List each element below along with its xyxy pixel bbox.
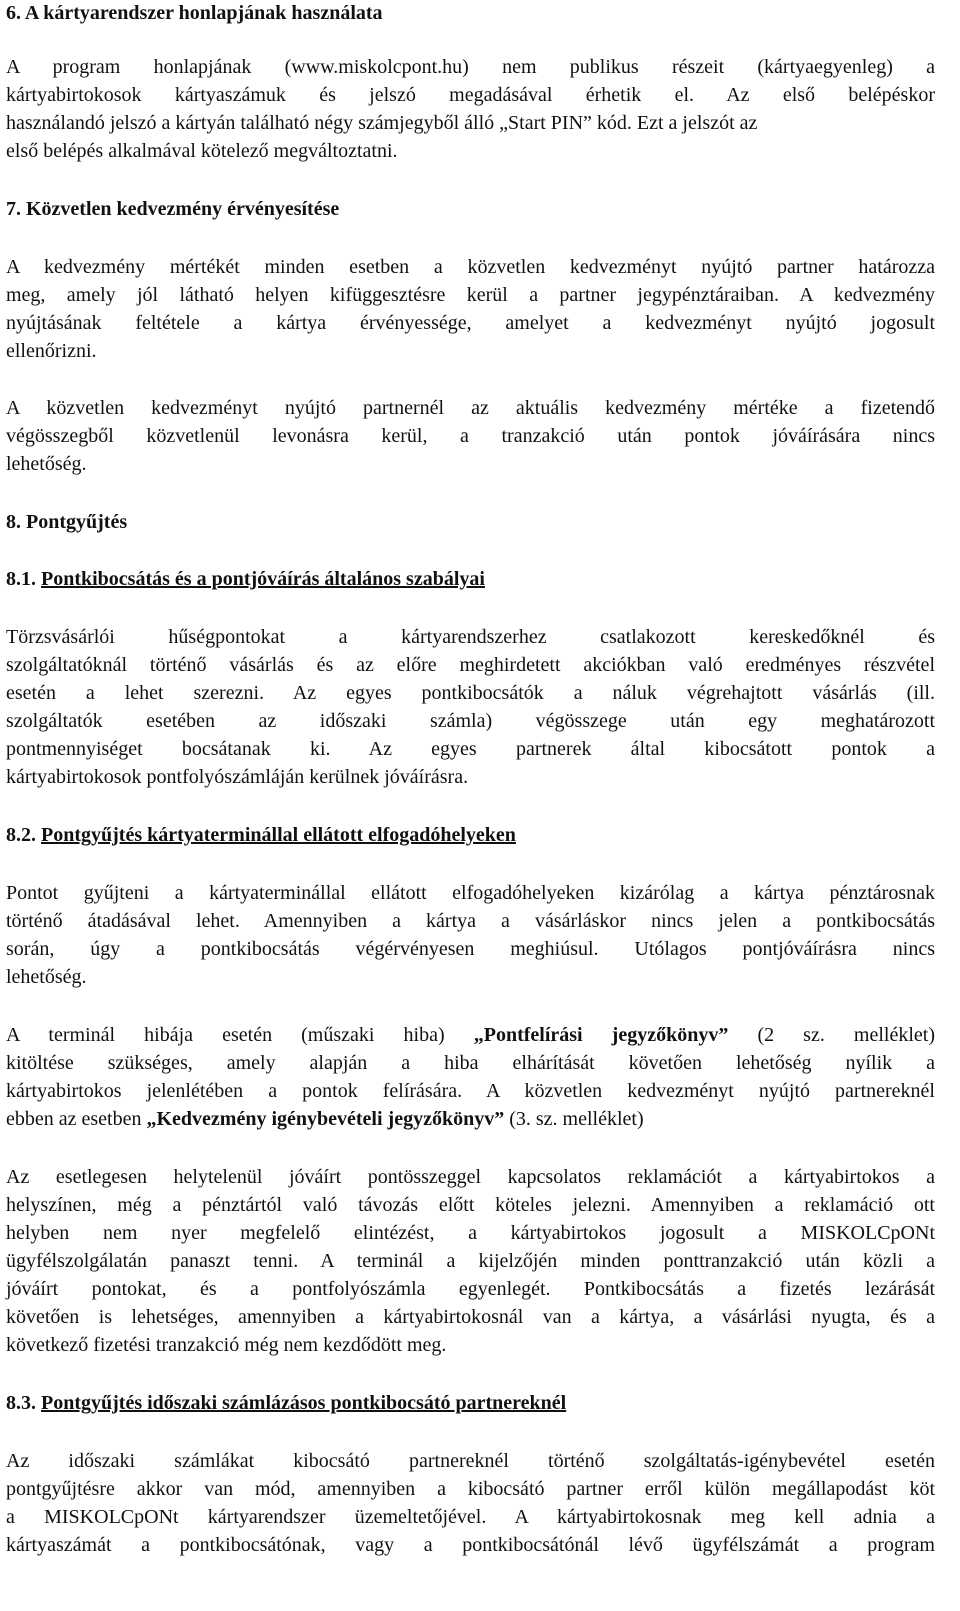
text-run: (3. sz. melléklet) xyxy=(504,1108,644,1130)
section-title: Pontgyűjtés időszaki számlázásos pontkibocsátó partnereknél xyxy=(41,1392,567,1414)
paragraph-line: kártyabirtokos jelenlétében a pontok felírására. A közvetlen kedvezményt nyújtó partnereknél xyxy=(6,1080,935,1102)
paragraph-line: ellenőrizni. xyxy=(6,340,97,362)
paragraph-line: következő fizetési tranzakció még nem kezdődött meg. xyxy=(6,1334,447,1356)
paragraph-line: jóváírt pontokat, és a pontfolyószámla egyenlegét. Pontkibocsátás a fizetés lezárását xyxy=(6,1278,935,1300)
paragraph-line: nyújtásának feltétele a kártya érvényessége, amelyet a kedvezményt nyújtó jogosult xyxy=(6,312,935,334)
paragraph-line xyxy=(6,1022,935,1048)
paragraph-line: A kedvezmény mértékét minden esetben a közvetlen kedvezményt nyújtó partner határozza xyxy=(6,256,935,278)
section-number: 8.3. xyxy=(6,1392,36,1414)
paragraph-line: helyben nem nyer megfelelő elintézést, a kártyabirtokos jogosult a MISKOLCpONt xyxy=(6,1222,935,1244)
text-run: ebben az esetben xyxy=(6,1108,147,1130)
paragraph-line: A program honlapjának (www.miskolcpont.hu) nem publikus részeit (kártyaegyenleg) a xyxy=(6,56,935,78)
paragraph-line: pontmennyiséget bocsátanak ki. Az egyes partnerek által kibocsátott pontok a xyxy=(6,738,935,760)
paragraph-line: végösszegből közvetlenül levonásra kerül, a tranzakció után pontok jóváírására nincs xyxy=(6,425,935,447)
section-6-heading: 6. A kártyarendszer honlapjának használata xyxy=(6,2,383,24)
paragraph-line: Pontot gyűjteni a kártyaterminállal ellátott elfogadóhelyeken kizárólag a kártya pénztárosnak xyxy=(6,882,935,904)
paragraph-line: lehetőség. xyxy=(6,966,87,988)
section-8-heading: 8. Pontgyűjtés xyxy=(6,511,128,533)
section-8-3-heading xyxy=(6,1390,935,1416)
text-run: (2 sz. melléklet) xyxy=(728,1024,936,1046)
paragraph-line: A közvetlen kedvezményt nyújtó partnernél az aktuális kedvezmény mértéke a fizetendő xyxy=(6,397,935,419)
paragraph-line: Az időszaki számlákat kibocsátó partnereknél történő szolgáltatás-igénybevétel esetén xyxy=(6,1450,935,1472)
paragraph-line: meg, amely jól látható helyen kifüggesztésre kerül a partner jegypénztáraiban. A kedvezmény xyxy=(6,284,935,306)
text-run: A terminál hibája esetén (műszaki hiba) xyxy=(6,1024,474,1046)
paragraph-line: kitöltése szükséges, amely alapján a hiba elhárítását követően lehetőség nyílik a xyxy=(6,1052,935,1074)
paragraph-line: Törzsvásárlói hűségpontokat a kártyarendszerhez csatlakozott kereskedőknél és xyxy=(6,626,935,648)
paragraph-line: követően is lehetséges, amennyiben a kártyabirtokosnál van a kártya, a vásárlási nyugta, és a xyxy=(6,1306,935,1328)
paragraph-line: szolgáltatóknál történő vásárlás és az előre meghirdetett akciókban való eredményes részvétel xyxy=(6,654,935,676)
paragraph-line: a MISKOLCpONt kártyarendszer üzemeltetőjével. A kártyabirtokosnak meg kell adnia a xyxy=(6,1506,935,1528)
paragraph-line: használandó jelszó a kártyán található négy számjegyből álló „Start PIN” kód. Ezt a jelszót az xyxy=(6,112,758,134)
paragraph-line: kártyaszámát a pontkibocsátónak, vagy a pontkibocsátónál lévő ügyfélszámát a program xyxy=(6,1534,935,1556)
paragraph-line: kártyabirtokosok kártyaszámuk és jelszó megadásával érhetik el. Az első belépéskor xyxy=(6,84,935,106)
section-8-1-heading xyxy=(6,566,935,592)
paragraph-line: ügyfélszolgálatán panaszt tenni. A terminál a kijelzőjén minden ponttranzakció után közli a xyxy=(6,1250,935,1272)
section-7-heading: 7. Közvetlen kedvezmény érvényesítése xyxy=(6,198,340,220)
form-name-bold: „Pontfelírási jegyzőkönyv” xyxy=(473,1024,729,1046)
paragraph-line: helyszínen, még a pénztártól való távozás előtt köteles jelezni. Amennyiben a reklamáció ott xyxy=(6,1194,935,1216)
section-title: Pontkibocsátás és a pontjóváírás általános szabályai xyxy=(41,568,485,590)
paragraph-line xyxy=(6,1106,935,1132)
section-title: Pontgyűjtés kártyaterminállal ellátott elfogadóhelyeken xyxy=(41,824,516,846)
section-number: 8.2. xyxy=(6,824,36,846)
paragraph-line: történő átadásával lehet. Amennyiben a kártya a vásárláskor nincs jelen a pontkibocsátás xyxy=(6,910,935,932)
paragraph-line: során, úgy a pontkibocsátás végérvényesen meghiúsul. Utólagos pontjóváírásra nincs xyxy=(6,938,935,960)
section-number: 8.1. xyxy=(6,568,36,590)
paragraph-line: lehetőség. xyxy=(6,453,87,475)
paragraph-line: szolgáltatók esetében az időszaki számla) végösszege után egy meghatározott xyxy=(6,710,935,732)
paragraph-line: Az esetlegesen helytelenül jóváírt pontösszeggel kapcsolatos reklamációt a kártyabirtokos a xyxy=(6,1166,935,1188)
paragraph-line: pontgyűjtésre akkor van mód, amennyiben a kibocsátó partner erről külön megállapodást köt xyxy=(6,1478,935,1500)
section-8-2-heading xyxy=(6,822,935,848)
paragraph-line: esetén a lehet szerezni. Az egyes pontkibocsátók a náluk végrehajtott vásárlás (ill. xyxy=(6,682,935,704)
paragraph-line: kártyabirtokosok pontfolyószámláján kerülnek jóváírásra. xyxy=(6,766,469,788)
paragraph-line: első belépés alkalmával kötelező megváltoztatni. xyxy=(6,140,398,162)
form-name-bold: „Kedvezmény igénybevételi jegyzőkönyv” xyxy=(146,1108,505,1130)
